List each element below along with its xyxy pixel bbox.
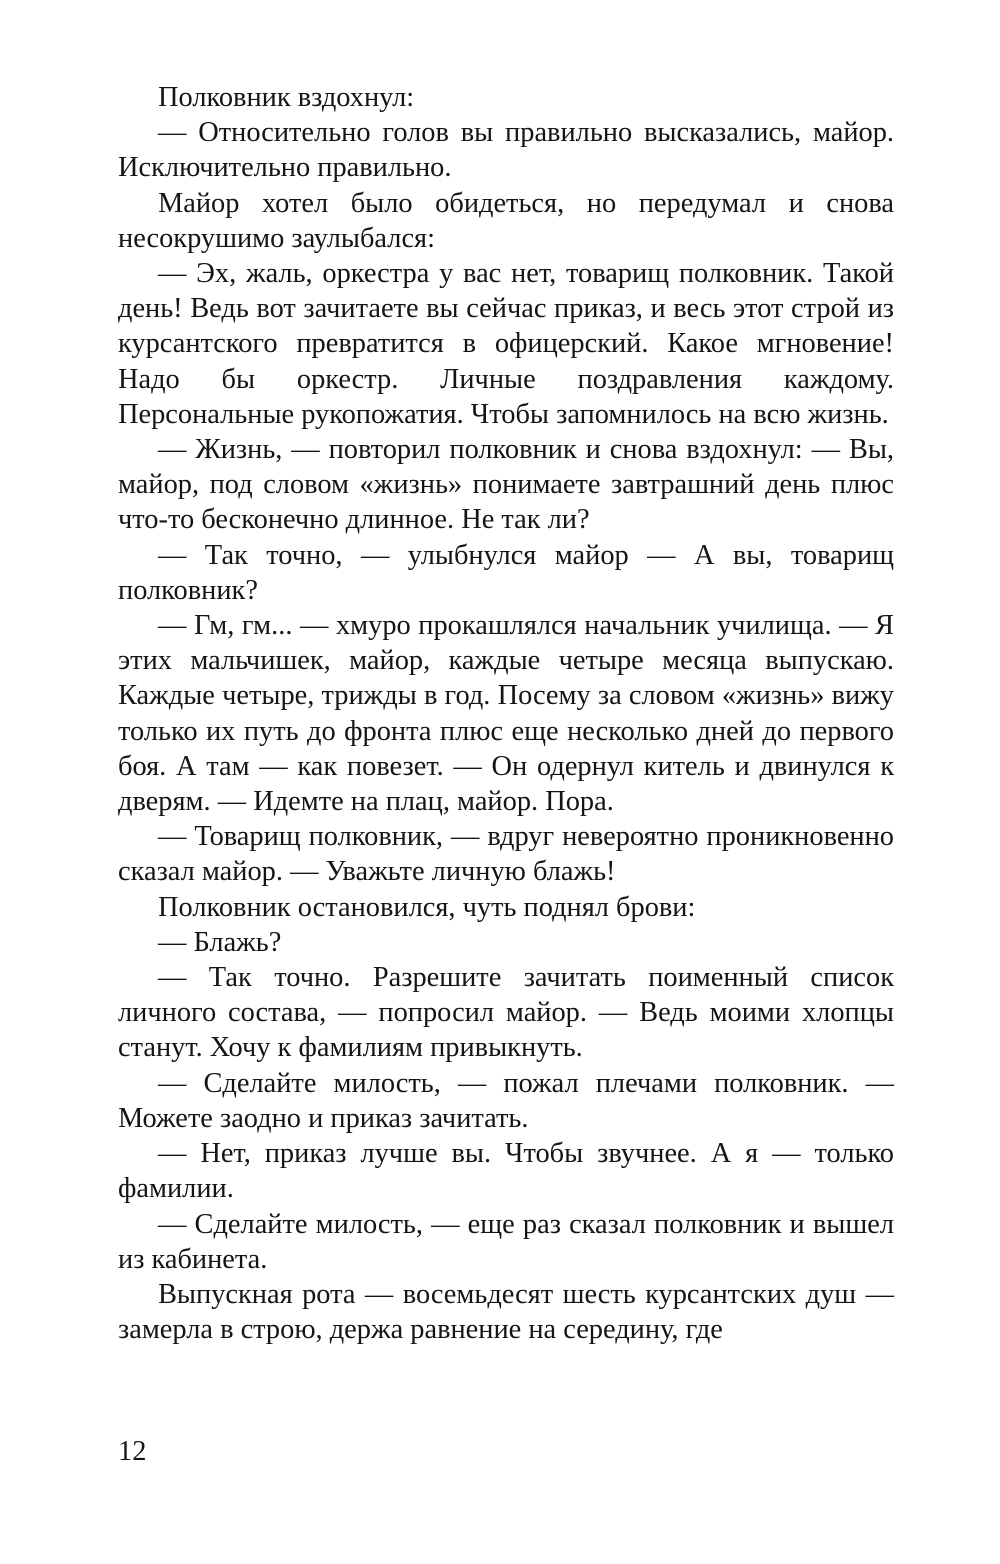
paragraph: — Нет, приказ лучше вы. Чтобы звучнее. А я — только фамилии. [118, 1138, 894, 1205]
paragraph: Выпускная рота — восемьдесят шесть курсантских душ — замерла в строю, держа равнение на середину, где [118, 1278, 894, 1346]
page-text [118, 80, 894, 1347]
page-number: 12 [118, 1436, 147, 1467]
paragraph: Полковник остановился, чуть поднял брови: [158, 891, 696, 923]
paragraph: — Эх, жаль, оркестра у вас нет, товарищ полковник. Такой день! Ведь вот зачитаете вы сейчас приказ, и весь этот строй из курсантского превратится в офицерский. Какое мгновение! Надо бы оркестр. Личные поздравления каждому. Персональные рукопожатия. Чтобы запомнилось на всю жизнь. [118, 258, 894, 430]
paragraph: Майор хотел было обидеться, но передумал и снова несокрушимо заулыбался: [118, 187, 894, 254]
paragraph: — Гм, гм... — хмуро прокашлялся начальник училища. — Я этих мальчишек, майор, каждые четыре месяца выпускаю. Каждые четыре, трижды в год. Посему за словом «жизнь» вижу только их путь до фронта плюс еще несколько дней до первого боя. А там — как повезет. — Он одернул китель и двинулся к дверям. — Идемте на плац, майор. Пора. [118, 610, 894, 818]
paragraph: — Так точно. Разрешите зачитать поименный список личного состава, — попросил майор. — Ведь моими хлопцы станут. Хочу к фамилиям привыкнуть. [118, 962, 894, 1064]
paragraph: — Сделайте милость, — еще раз сказал полковник и вышел из кабинета. [118, 1208, 894, 1275]
paragraph: — Блажь? [158, 926, 282, 958]
paragraph: — Жизнь, — повторил полковник и снова вздохнул: — Вы, майор, под словом «жизнь» понимаете завтрашний день плюс что-то бесконечно длинное. Не так ли? [118, 434, 894, 536]
paragraph: — Так точно, — улыбнулся майор — А вы, товарищ полковник? [118, 539, 894, 606]
paragraph: Полковник вздохнул: [158, 82, 415, 113]
paragraph: — Относительно голов вы правильно высказались, майор. Исключительно правильно. [118, 117, 894, 184]
paragraph: — Товарищ полковник, — вдруг невероятно проникновенно сказал майор. — Уважьте личную блажь! [118, 821, 894, 888]
paragraph: — Сделайте милость, — пожал плечами полковник. — Можете заодно и приказ зачитать. [118, 1067, 894, 1134]
